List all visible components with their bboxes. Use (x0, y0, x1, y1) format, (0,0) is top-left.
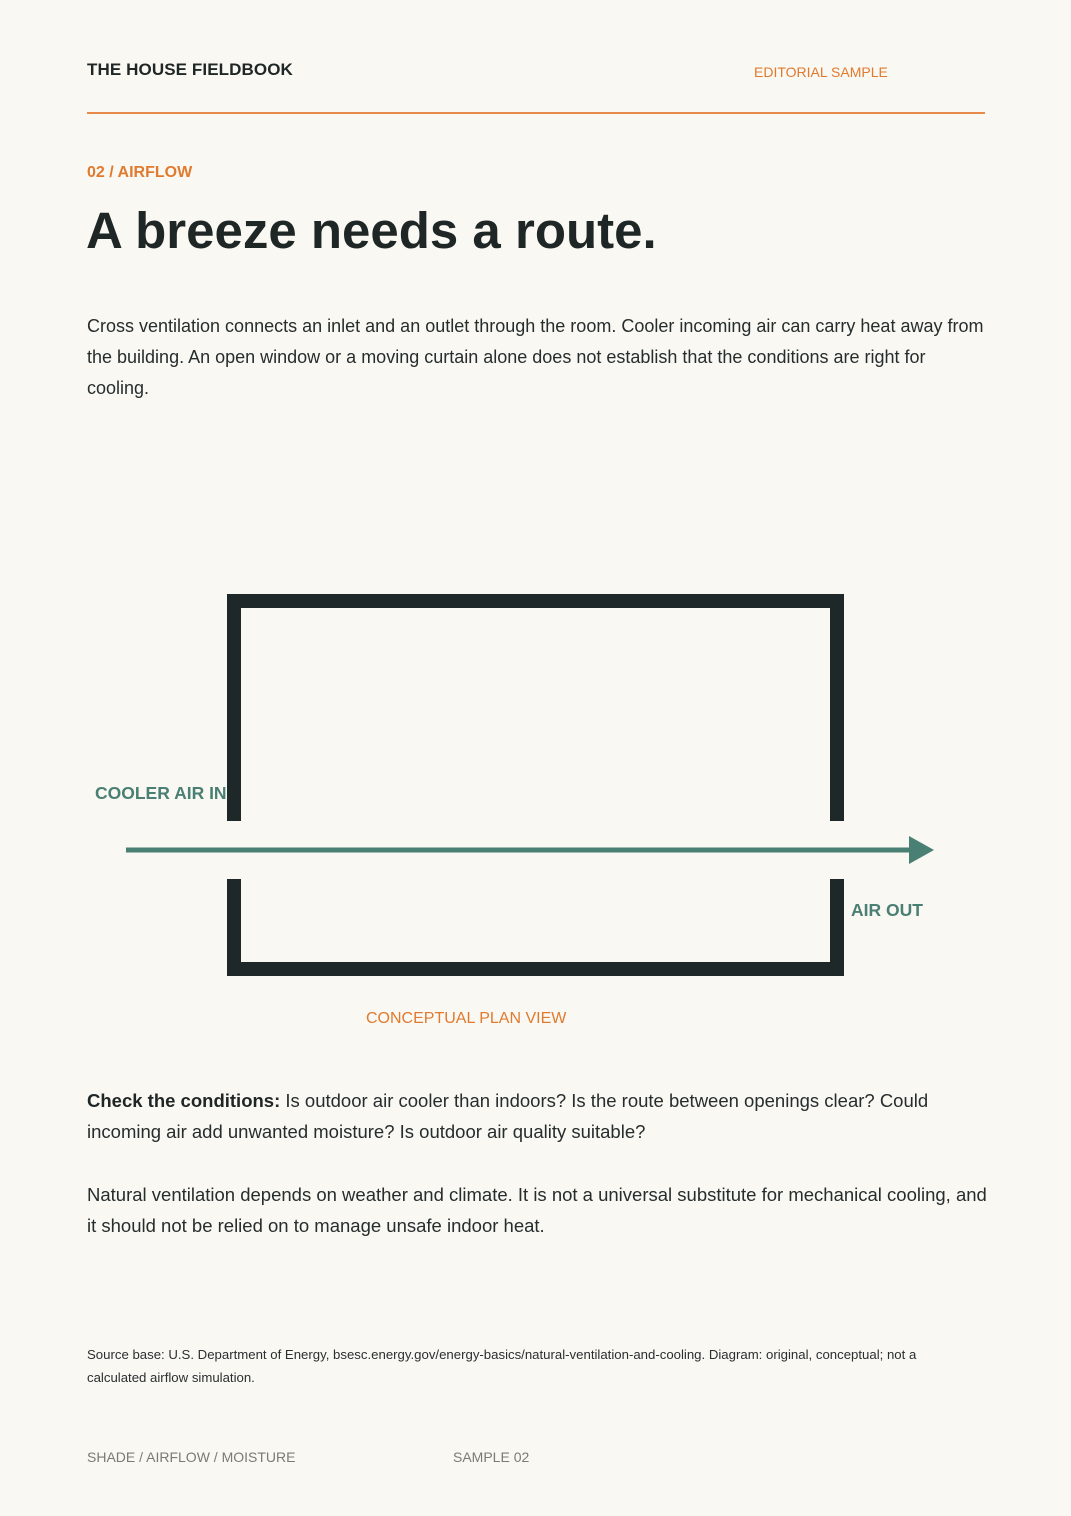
inlet-label: COOLER AIR IN (95, 783, 227, 803)
cross-ventilation-diagram (0, 560, 1071, 1060)
outlet-label: AIR OUT (851, 900, 923, 920)
conditions-label: Check the conditions: (87, 1090, 281, 1111)
closing-paragraph: Natural ventilation depends on weather and climate. It is not a universal substitute for mechanical cooling, and it should not be relied on to manage unsafe indoor heat. (87, 1184, 987, 1236)
page-title: A breeze needs a route. (86, 202, 657, 259)
publication-title: THE HOUSE FIELDBOOK (87, 60, 293, 79)
room-wall-upper (234, 601, 837, 821)
intro-paragraph: Cross ventilation connects an inlet and an outlet through the room. Cooler incoming air can carry heat away from the building. An open window or a moving curtain alone does not establish that the conditions are right for cooling. (87, 316, 984, 398)
airflow-arrow-head (909, 836, 934, 864)
room-wall-lower (234, 879, 837, 969)
footer-sample-label: SAMPLE 02 (453, 1449, 530, 1465)
edition-label: EDITORIAL SAMPLE (754, 64, 888, 80)
diagram-caption: CONCEPTUAL PLAN VIEW (366, 1010, 567, 1027)
source-note: Source base: U.S. Department of Energy, bsesc.energy.gov/energy-basics/natural-ventilation-and-cooling. Diagram: original, conceptual; not a calculated airflow simulation. (87, 1347, 917, 1385)
footer-section-label: SHADE / AIRFLOW / MOISTURE (87, 1449, 296, 1465)
conditions-paragraph (87, 1085, 987, 1147)
section-kicker: 02 / AIRFLOW (87, 164, 193, 181)
header-divider (87, 112, 985, 114)
conditions-text: Is outdoor air cooler than indoors? Is the route between openings clear? Could incoming air add unwanted moisture? Is outdoor air quality suitable? (87, 1090, 929, 1142)
